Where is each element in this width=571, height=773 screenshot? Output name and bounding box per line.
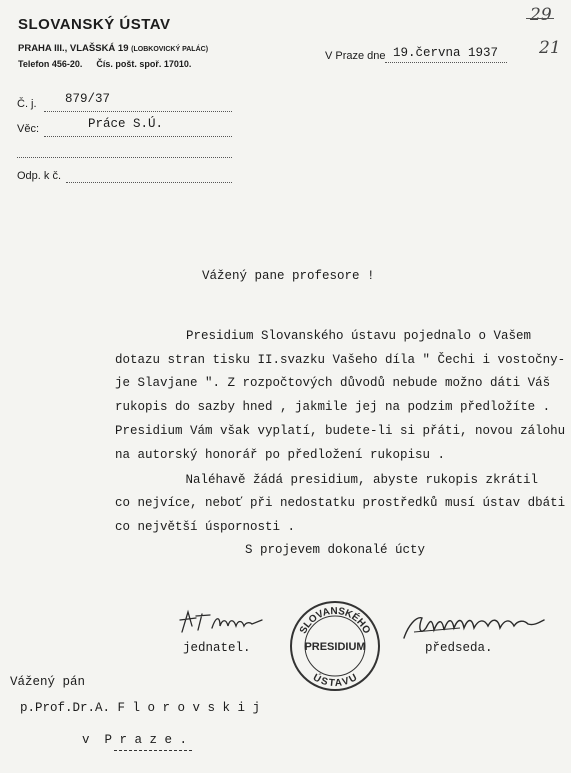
- body-line: rukopis do sazby hned , jakmile jej na podzim předložíte .: [115, 400, 551, 414]
- presidium-stamp: [289, 600, 381, 692]
- archive-number-secondary: 21: [539, 38, 561, 58]
- letterhead-contact: [18, 59, 191, 69]
- letterhead-address: [18, 43, 208, 54]
- date-dotted-line: [385, 62, 507, 63]
- body-line: Presidium Slovanského ústavu pojednalo o Vašem: [186, 329, 532, 343]
- salutation: Vážený pane profesore !: [202, 269, 375, 283]
- body-line: co nejvíce, neboť při nedostatku prostředků musí ústav dbáti: [115, 496, 566, 510]
- body-line: Presidium Vám však vyplatí, budete-li si přáti, novou zálohu: [115, 424, 566, 438]
- account-text: Čís. pošt. spoř. 17010.: [96, 59, 192, 69]
- recipient-salutation: Vážený pán: [10, 675, 86, 689]
- body-line: na autorský honorář po předložení rukopisu .: [115, 448, 446, 462]
- stamp-top-text: SLOVANSKÉHO: [297, 605, 373, 636]
- address-note: (LOBKOVICKÝ PALÁC): [131, 46, 209, 53]
- subject-value: Práce S.Ú.: [88, 117, 164, 131]
- recipient-underline: [114, 750, 192, 751]
- ref-label: Č. j.: [17, 98, 37, 110]
- body-line: dotazu stran tisku II.svazku Vašeho díla " Čechi i vostočny-: [115, 353, 566, 367]
- date-label: V Praze dne: [325, 50, 386, 62]
- body-line: Naléhavě žádá presidium, abyste rukopis zkrátil: [163, 473, 539, 487]
- stamp-bottom-text: ÚSTAVU: [310, 672, 360, 690]
- recipient-city: v P r a z e .: [82, 733, 188, 747]
- reply-dotted-line: [66, 182, 232, 183]
- ref-dotted-line: [44, 111, 232, 112]
- subject-dotted-line: [44, 136, 232, 137]
- subject-label: Věc:: [17, 123, 40, 135]
- secretary-role: jednatel.: [183, 641, 251, 655]
- stamp-center-text: PRESIDIUM: [304, 641, 366, 653]
- recipient-name: p.Prof.Dr.A. F l o r o v s k i j: [20, 701, 261, 715]
- body-line: co největší úspornosti .: [115, 520, 296, 534]
- address-text: PRAHA III., VLAŠSKÁ 19: [18, 43, 129, 54]
- body-line: je Slavjane ". Z rozpočtových důvodů nebude možno dáti Váš: [115, 376, 551, 390]
- chairman-role: předseda.: [425, 641, 493, 655]
- reply-label: Odp. k č.: [17, 170, 62, 182]
- letterhead-title: SLOVANSKÝ ÚSTAV: [18, 16, 171, 33]
- phone-text: Telefon 456-20.: [18, 59, 83, 69]
- ref-value: 879/37: [65, 92, 111, 106]
- date-value: 19.června 1937: [393, 46, 499, 60]
- secretary-signature: [176, 606, 268, 638]
- subject-second-line: [17, 157, 232, 158]
- closing: S projevem dokonalé úcty: [245, 543, 426, 557]
- archive-number-primary: 29: [530, 5, 552, 25]
